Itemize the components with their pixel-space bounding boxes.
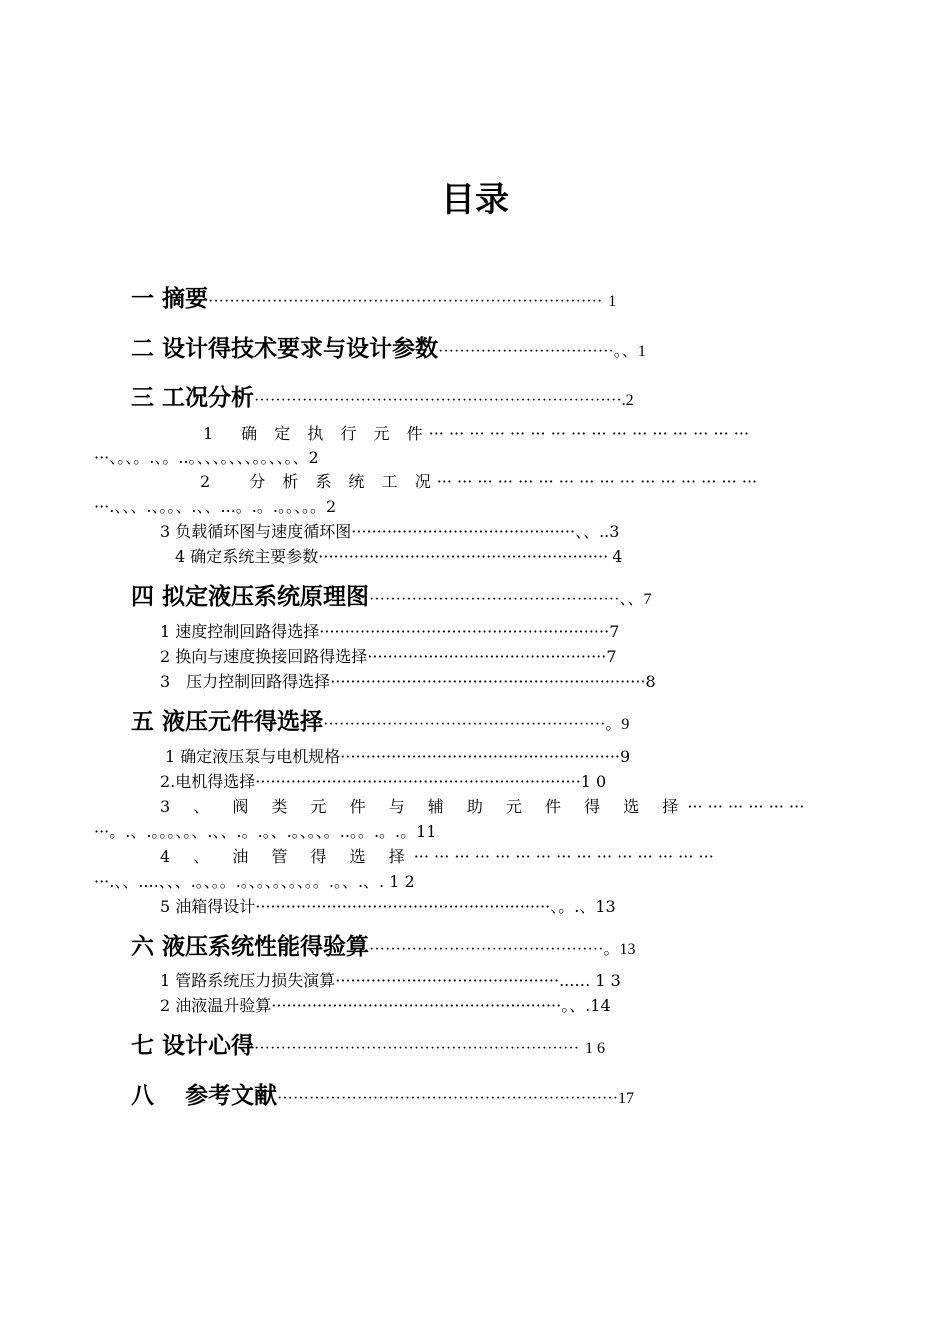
toc-leader: ··· ··· ··· ··· ··· ··· bbox=[687, 797, 805, 816]
toc-leader: ············································ bbox=[351, 522, 576, 541]
toc-entry-3-3[interactable] bbox=[160, 519, 619, 542]
toc-leader: ······························································ bbox=[330, 672, 646, 691]
toc-entry-label: 3 压力控制回路得选择 bbox=[160, 672, 331, 691]
toc-page-number: .2 bbox=[621, 392, 634, 409]
toc-entry-label: 二 设计得技术要求与设计参数 bbox=[131, 336, 439, 362]
toc-entry-abstract[interactable] bbox=[131, 280, 616, 313]
toc-leader: ································· bbox=[438, 343, 614, 360]
toc-page-number: 8 bbox=[645, 672, 656, 691]
toc-entry-3-2-cont: ···.、、、.、。。、.、、...。.。.。。、。。2 bbox=[94, 497, 337, 516]
toc-entry-5-3-cont: ···。.、.。。。、。、.、、.。.。、.。、。、。..。。.。.。11 bbox=[94, 822, 437, 841]
toc-entry-4-1[interactable] bbox=[160, 619, 619, 642]
toc-entry-4-2[interactable] bbox=[160, 644, 617, 667]
toc-leader: ····························································· bbox=[254, 1040, 580, 1057]
toc-page-number: 1 bbox=[608, 293, 617, 310]
toc-leader: ··············································· bbox=[369, 591, 620, 608]
toc-page-number: 、、7 bbox=[619, 591, 652, 608]
toc-page-number: ...… 1 3 bbox=[559, 971, 621, 990]
toc-page-number: 。9 bbox=[605, 716, 630, 733]
toc-page-number: 。、.14 bbox=[561, 996, 611, 1015]
toc-entry-3-2[interactable] bbox=[200, 469, 757, 492]
toc-entry-label: 5 油箱得设计 bbox=[160, 897, 256, 916]
toc-entry-6-1[interactable] bbox=[160, 968, 621, 991]
toc-entry-label: 1 速度控制回路得选择 bbox=[160, 622, 320, 641]
toc-entry-references[interactable] bbox=[131, 1077, 634, 1110]
toc-entry-3-1-cont: ···、。、。.、。..。、、、。、、、。。、、。、2 bbox=[94, 448, 319, 467]
toc-entry-analysis[interactable] bbox=[131, 379, 634, 412]
toc-entry-label: 3 、 阀 类 元 件 与 辅 助 元 件 得 选 择 bbox=[160, 797, 688, 816]
toc-entry-reflection[interactable] bbox=[131, 1027, 605, 1060]
toc-leader: ··· ··· ··· ··· ··· ··· ··· ··· ··· ··· ··· ··· ··· ··· ··· ··· bbox=[436, 472, 758, 491]
toc-entry-5-1[interactable] bbox=[165, 744, 630, 767]
page-title: 目录 bbox=[441, 180, 509, 220]
toc-page-number: 17 bbox=[618, 1090, 635, 1107]
toc-leader: ································································ bbox=[255, 772, 581, 791]
toc-entry-5-2[interactable] bbox=[160, 769, 606, 792]
toc-leader: ············································ bbox=[369, 941, 604, 958]
toc-page-number: 4 bbox=[612, 547, 623, 566]
toc-page-number: 9 bbox=[620, 747, 631, 766]
toc-entry-label: 4 、 油 管 得 选 择 bbox=[160, 847, 414, 866]
toc-leader: ························································· bbox=[319, 622, 610, 641]
toc-entry-label: 四 拟定液压系统原理图 bbox=[131, 584, 370, 610]
toc-entry-5-4[interactable] bbox=[160, 844, 714, 867]
toc-entry-5-5[interactable] bbox=[160, 894, 616, 917]
toc-entry-label: 八 参考文献 bbox=[131, 1083, 278, 1109]
toc-entry-label: 1 确定液压泵与电机规格 bbox=[165, 747, 341, 766]
toc-entry-components[interactable] bbox=[131, 703, 629, 736]
toc-entry-label: 4 确定系统主要参数 bbox=[175, 547, 319, 566]
toc-entry-label: 六 液压系统性能得验算 bbox=[131, 934, 370, 960]
toc-entry-schematic[interactable] bbox=[131, 578, 651, 611]
toc-leader: ····················································· bbox=[323, 716, 606, 733]
toc-entry-label: 三 工况分析 bbox=[131, 385, 255, 411]
toc-entry-label: 五 液压元件得选择 bbox=[131, 709, 324, 735]
toc-entry-label: 3 负载循环图与速度循环图 bbox=[160, 522, 352, 541]
toc-leader: ··············································· bbox=[367, 647, 607, 666]
toc-entry-label: 一 摘要 bbox=[131, 286, 209, 312]
toc-leader: ·········································································· bbox=[208, 293, 603, 310]
toc-leader: ·························································· bbox=[255, 897, 551, 916]
toc-entry-label: 2 分 析 系 统 工 况 bbox=[200, 472, 437, 491]
toc-entry-4-3[interactable] bbox=[160, 669, 656, 692]
toc-entry-requirements[interactable] bbox=[131, 330, 646, 363]
toc-page-number: 7 bbox=[606, 647, 617, 666]
toc-page-number: 。13 bbox=[603, 941, 636, 958]
toc-leader: ··· ··· ··· ··· ··· ··· ··· ··· ··· ··· ··· ··· ··· ··· ··· ··· bbox=[428, 424, 750, 443]
toc-page-number: 7 bbox=[609, 622, 620, 641]
toc-entry-5-4-cont: ···.、、....、、、.。、。。.。、。、。、。、。。.。、.、. 1 2 bbox=[94, 872, 415, 891]
toc-page-number: 、。.、13 bbox=[550, 897, 616, 916]
toc-leader: ································································ bbox=[277, 1090, 619, 1107]
toc-entry-label: 2 换向与速度换接回路得选择 bbox=[160, 647, 368, 666]
toc-entry-6-2[interactable] bbox=[160, 993, 611, 1016]
toc-leader: ························································· bbox=[271, 996, 562, 1015]
toc-leader: ····································································· bbox=[254, 392, 622, 409]
toc-entry-label: 2 油液温升验算 bbox=[160, 996, 272, 1015]
toc-page-number: 。、1 bbox=[613, 343, 646, 360]
toc-entry-label: 1 确 定 执 行 元 件 bbox=[203, 424, 429, 443]
toc-leader: ··· ··· ··· ··· ··· ··· ··· ··· ··· ··· ··· ··· ··· ··· ··· bbox=[413, 847, 714, 866]
toc-page-number: 1 6 bbox=[585, 1040, 606, 1057]
toc-page-number: 、、..3 bbox=[575, 522, 620, 541]
toc-leader: ······················································· bbox=[340, 747, 621, 766]
toc-leader: ························································· bbox=[318, 547, 609, 566]
toc-entry-3-4[interactable] bbox=[175, 544, 622, 567]
toc-entry-verification[interactable] bbox=[131, 928, 635, 961]
toc-entry-label: 七 设计心得 bbox=[131, 1033, 255, 1059]
toc-entry-label: 1 管路系统压力损失演算 bbox=[160, 971, 336, 990]
toc-page-number: 1 0 bbox=[580, 772, 607, 791]
toc-leader: ············································ bbox=[335, 971, 560, 990]
toc-entry-label: 2.电机得选择 bbox=[160, 772, 256, 791]
toc-entry-5-3[interactable] bbox=[160, 794, 804, 817]
toc-entry-3-1[interactable] bbox=[203, 421, 749, 444]
